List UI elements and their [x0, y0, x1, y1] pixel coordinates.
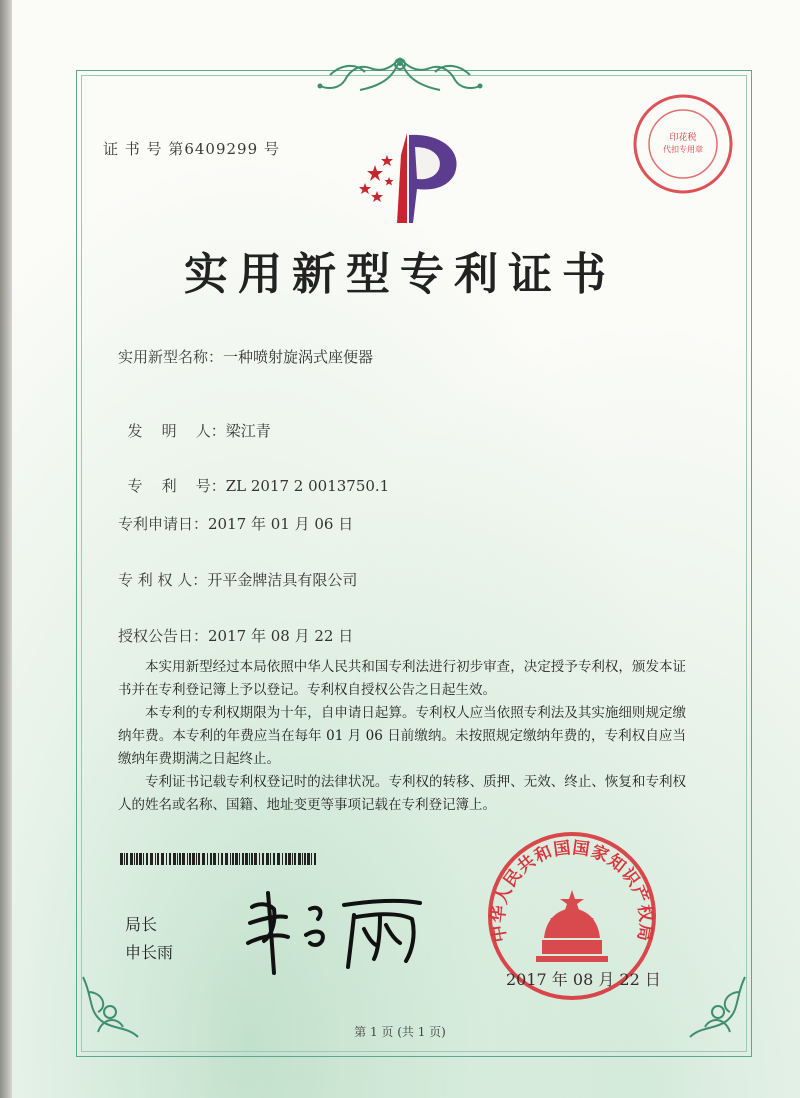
svg-text:代扣专用章: 代扣专用章: [663, 145, 703, 154]
barcode-bar: [161, 853, 164, 865]
barcode-bar: [221, 853, 223, 865]
field-label: 实用新型名称：: [118, 348, 224, 366]
barcode-bar: [187, 853, 188, 865]
barcode-bar: [294, 853, 296, 865]
barcode-bar: [126, 853, 128, 865]
seal-date: 2017 年 08 月 22 日: [506, 970, 661, 989]
certificate-number-suffix: 号: [263, 140, 280, 158]
certificate-body: [118, 656, 686, 817]
barcode-bar: [166, 853, 167, 865]
body-paragraph: 本专利的专利权期限为十年，自申请日起算。专利权人应当依照专利法及其实施细则规定缴纳年费。本专利的年费应当在每年 01 月 06 日前缴纳。未按照规定缴纳年费的，专利权自应当缴纳年费期满之日起终止。: [118, 705, 686, 767]
barcode-bar: [150, 853, 153, 865]
field-value: 梁江青: [225, 422, 271, 440]
field-label: 专 利 权 人：: [118, 571, 208, 589]
field-label: 专利申请日：: [118, 515, 209, 533]
barcode-bar: [213, 853, 216, 865]
barcode-bar: [254, 853, 257, 865]
field-label: 专 利 号：: [127, 477, 226, 495]
svg-text:印花税: 印花税: [669, 133, 697, 143]
body-paragraph: 本实用新型经过本局依照中华人民共和国专利法进行初步审查，决定授予专利权，颁发本证书并在专利登记簿上予以登记。专利权自授权公告之日起生效。: [118, 659, 686, 698]
barcode-bar: [210, 853, 212, 865]
barcode-bar: [242, 853, 244, 865]
barcode-bar: [173, 853, 176, 865]
field-value: 开平金牌洁具有限公司: [207, 571, 358, 589]
barcode-bar: [304, 853, 306, 865]
barcode-bar: [273, 853, 275, 865]
field-application-date: [118, 513, 353, 534]
field-inventor: [118, 402, 271, 441]
barcode-bar: [282, 853, 283, 865]
barcode-bar: [202, 853, 205, 865]
barcode-bar: [139, 853, 142, 865]
barcode-bar: [192, 853, 195, 865]
barcode-bar: [207, 853, 208, 865]
patent-office-logo-icon: [355, 125, 465, 225]
barcode-bar: [143, 853, 144, 865]
barcode-bar: [198, 853, 200, 865]
certificate-number-label: 证 书 号 第: [103, 140, 185, 158]
barcode-bar: [292, 853, 293, 865]
barcode-bar: [307, 853, 310, 865]
certificate-title: 实用新型专利证书: [184, 249, 616, 300]
page-footer: 第 1 页 (共 1 页): [354, 1025, 446, 1039]
director-signature-icon: [240, 885, 430, 980]
barcode-bar: [177, 853, 178, 865]
barcode-bar: [179, 853, 181, 865]
barcode-bar: [311, 853, 312, 865]
barcode-bar: [277, 853, 280, 865]
field-value: 一种喷射旋涡式座便器: [223, 348, 374, 366]
barcode-bar: [298, 853, 301, 865]
barcode-bar: [270, 853, 271, 865]
barcode-bar: [225, 853, 228, 865]
signer-name: 申长雨: [125, 943, 174, 962]
barcode-bar: [314, 853, 316, 865]
barcode-bar: [124, 853, 125, 865]
top-ornament-icon: [300, 50, 500, 100]
barcode-bar: [288, 853, 291, 865]
barcode-bar: [182, 853, 185, 865]
barcode-bar: [120, 853, 123, 865]
barcode-bar: [302, 853, 303, 865]
barcode-bar: [249, 853, 250, 865]
barcode-bar: [136, 853, 138, 865]
agency-seal-icon: [618, 92, 748, 197]
barcode-bar: [239, 853, 240, 865]
barcode-bar: [285, 853, 287, 865]
certificate-number: [103, 138, 280, 159]
barcode-bar: [245, 853, 248, 865]
field-value: 2017 年 01 月 06 日: [208, 515, 354, 533]
field-value: 2017 年 08 月 22 日: [208, 627, 354, 645]
certificate-number-value: 6409299: [184, 140, 259, 158]
barcode-bar: [169, 853, 171, 865]
seal-text: 中华人民共和国国家知识产权局: [488, 838, 656, 944]
barcode-bar: [196, 853, 197, 865]
field-utility-model-name: [118, 346, 373, 367]
barcode-bar: [157, 853, 159, 865]
barcode-bar: [134, 853, 135, 865]
signer-title: 局长: [125, 915, 158, 934]
barcode-bar: [266, 853, 269, 865]
barcode-bar: [251, 853, 253, 865]
field-label: 发 明 人：: [127, 422, 226, 440]
barcode-bar: [230, 853, 231, 865]
barcode-bar: [146, 853, 148, 865]
barcode-bar: [259, 853, 260, 865]
field-value: ZL 2017 2 0013750.1: [225, 477, 390, 495]
barcode-bar: [218, 853, 219, 865]
field-patent-number: [118, 457, 389, 496]
barcode-icon: [120, 853, 318, 865]
scan-edge: [0, 0, 12, 1098]
barcode-bar: [155, 853, 156, 865]
barcode-bar: [235, 853, 238, 865]
barcode-bar: [189, 853, 191, 865]
field-label: 授权公告日：: [118, 627, 209, 645]
field-patentee: [118, 569, 357, 590]
barcode-bar: [232, 853, 234, 865]
body-paragraph: 专利证书记载专利权登记时的法律状况。专利权的转移、质押、无效、终止、恢复和专利权人的姓名或名称、国籍、地址变更等事项记载在专利登记簿上。: [118, 774, 686, 813]
barcode-bar: [262, 853, 264, 865]
barcode-bar: [130, 853, 133, 865]
field-grant-date: [118, 625, 353, 646]
